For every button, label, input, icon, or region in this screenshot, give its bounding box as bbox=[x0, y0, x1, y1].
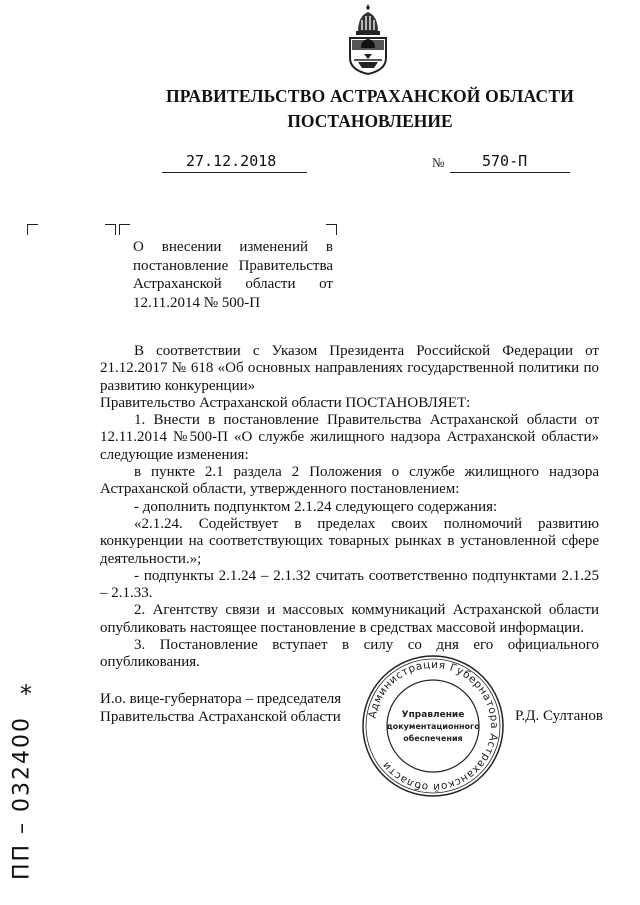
serial-number: ПП – 032400 bbox=[9, 715, 35, 880]
subject-line: Астраханской области от bbox=[133, 276, 333, 292]
preamble-paragraph: В соответствии с Указом Президента Российской Федерации от 21.12.2017 № 618 «Об основных направлениях государственной политики по развитию конкуренции» bbox=[100, 343, 599, 394]
item-3: 3. Постановление вступает в силу со дня его официального опубликования. bbox=[100, 637, 599, 671]
date-underline bbox=[162, 172, 307, 173]
document-date: 27.12.2018 bbox=[186, 152, 277, 170]
item-1-c: «2.1.24. Содействует в пределах своих полномочий развитию конкуренции на соответствующих товарных рынках в установленной сфере деятельности.»; bbox=[100, 515, 599, 567]
official-seal-stamp bbox=[360, 653, 506, 799]
subject-line: 12.11.2014 № 500-П bbox=[133, 294, 261, 311]
margin-star-mark: * bbox=[20, 680, 32, 708]
document-type-title: ПОСТАНОВЛЕНИЕ bbox=[287, 111, 453, 131]
seal-inner-line: документационного bbox=[386, 722, 480, 731]
signatory-name: Р.Д. Султанов bbox=[515, 708, 603, 724]
signatory-position bbox=[100, 690, 341, 726]
subject-bracket-left-a bbox=[105, 224, 116, 235]
item-1-d: - подпункты 2.1.24 – 2.1.32 считать соответственно подпунктами 2.1.25 – 2.1.33. bbox=[100, 567, 599, 602]
subject-bracket-left-b bbox=[119, 224, 130, 235]
item-1-b: - дополнить подпунктом 2.1.24 следующего содержания: bbox=[134, 498, 498, 515]
seal-inner-line: Управление bbox=[401, 710, 465, 720]
number-label: № bbox=[432, 155, 445, 170]
seal-inner-line: обеспечения bbox=[403, 734, 463, 743]
item-2: 2. Агентству связи и массовых коммуникаций Астраханской области опубликовать настоящее постановление в средствах массовой информации. bbox=[100, 602, 599, 636]
subject-line: постановление Правительства bbox=[133, 257, 333, 274]
margin-serial bbox=[2, 710, 42, 885]
coat-of-arms-emblem bbox=[344, 2, 392, 76]
document-subject bbox=[133, 238, 333, 312]
subject-bracket-right bbox=[326, 224, 337, 235]
number-underline bbox=[450, 172, 570, 173]
item-1: 1. Внести в постановление Правительства Астраханской области от 12.11.2014 №500-П «О службе жилищного надзора Астраханской области» следующие изменения: bbox=[100, 412, 599, 463]
government-title: ПРАВИТЕЛЬСТВО АСТРАХАНСКОЙ ОБЛАСТИ bbox=[165, 86, 575, 106]
seal-outer-text: Администрация Губернатора Астраханской области bbox=[366, 658, 501, 794]
margin-corner-left bbox=[27, 224, 38, 235]
item-1-a: в пункте 2.1 раздела 2 Положения о службе жилищного надзора Астраханской области, утвержденного постановлением: bbox=[100, 464, 599, 498]
document-body bbox=[100, 343, 599, 672]
resolves-line: Правительство Астраханской области ПОСТАНОВЛЯЕТ: bbox=[100, 394, 471, 411]
position-line: И.о. вице-губернатора – председателя bbox=[100, 691, 342, 707]
document-number: 570-П bbox=[482, 152, 528, 170]
subject-line: О внесении изменений в bbox=[133, 239, 333, 255]
position-line: Правительства Астраханской области bbox=[100, 709, 341, 725]
